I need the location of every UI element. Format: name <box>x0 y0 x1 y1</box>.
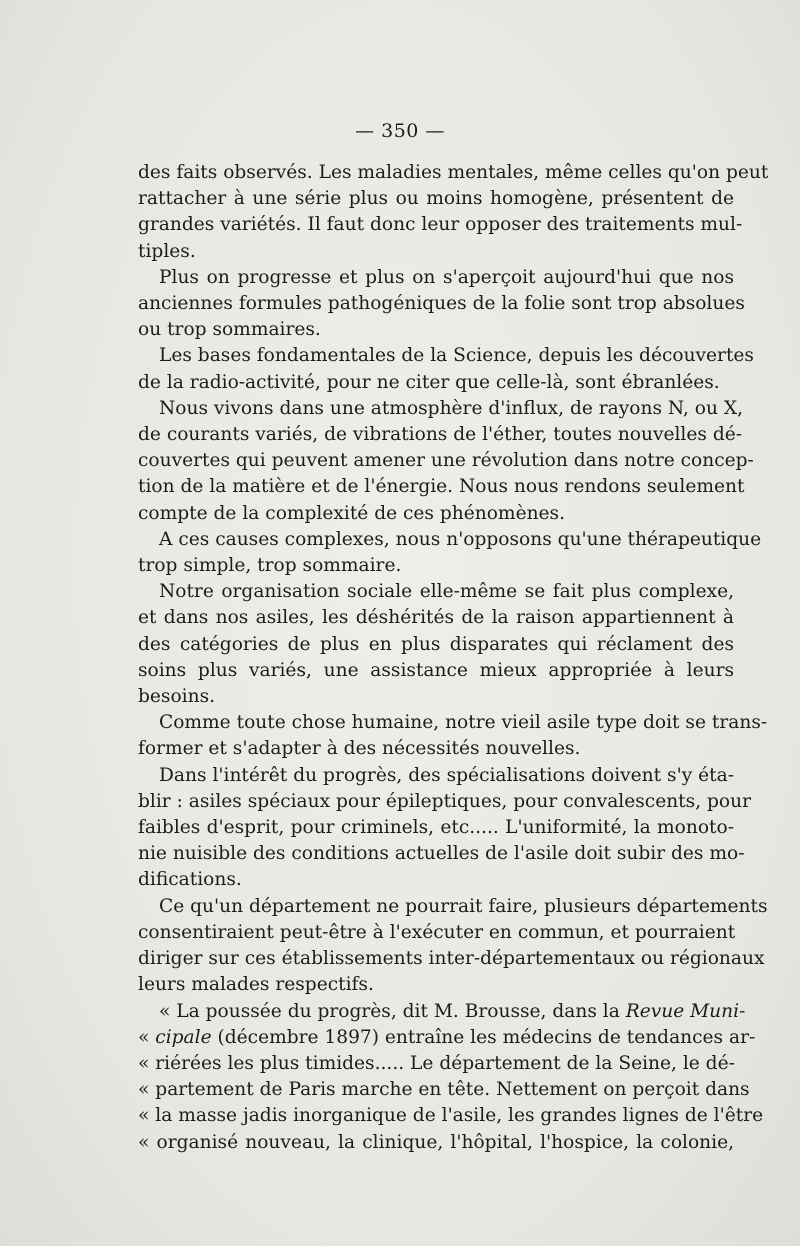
text-line: Notre organisation sociale elle-même se fait plus complexe, <box>159 581 734 603</box>
text-line: Comme toute chose humaine, notre vieil asile type doit se trans- <box>159 712 768 734</box>
text-line: A ces causes complexes, nous n'opposons qu'une thérapeutique <box>159 528 762 550</box>
journal-title: Revue Muni- <box>625 1000 746 1022</box>
text-line: soins plus variés, une assistance mieux appropriée à leurs <box>138 659 734 681</box>
body-text <box>138 160 769 1156</box>
text-line: tion de la matière et de l'énergie. Nous nous rendons seulement <box>138 476 745 498</box>
text-line: des faits observés. Les maladies mentales, même celles qu'on peut <box>138 162 769 183</box>
text-line: et dans nos asiles, les déshérités de la raison appartiennent à <box>138 607 734 629</box>
text-line: nie nuisible des conditions actuelles de l'asile doit subir des mo- <box>138 843 745 865</box>
text-line: « la masse jadis inorganique de l'asile, les grandes lignes de l'être <box>138 1105 764 1127</box>
text-line: de la radio-activité, pour ne citer que celle-là, sont ébranlées. <box>138 371 720 393</box>
text-line: ou trop sommaires. <box>138 319 321 341</box>
quote-mark: « <box>138 1026 156 1048</box>
text-line: besoins. <box>138 686 216 708</box>
text-line: des catégories de plus en plus disparates qui réclament des <box>138 633 734 655</box>
text-line: « organisé nouveau, la clinique, l'hôpital, l'hospice, la colonie, <box>138 1131 734 1153</box>
text-line: Plus on progresse et plus on s'aperçoit aujourd'hui que nos <box>159 266 734 288</box>
text-line: faibles d'esprit, pour criminels, etc..... L'uniformité, la monoto- <box>138 817 734 839</box>
text-line: « partement de Paris marche en tête. Nettement on perçoit dans <box>138 1079 750 1101</box>
text-line: former et s'adapter à des nécessités nouvelles. <box>138 738 581 760</box>
page-number: — 350 — <box>355 120 445 142</box>
text-line: de courants variés, de vibrations de l'éther, toutes nouvelles dé- <box>138 424 743 446</box>
text-line: couvertes qui peuvent amener une révolution dans notre concep- <box>138 450 754 472</box>
text-line: « riérées les plus timides..... Le département de la Seine, le dé- <box>138 1052 735 1074</box>
quote-text: (décembre 1897) entraîne les médecins de tendances ar- <box>211 1026 756 1048</box>
text-line: diriger sur ces établissements inter-départementaux ou régionaux <box>138 948 765 970</box>
text-line: Ce qu'un département ne pourrait faire, plusieurs départements <box>159 895 768 917</box>
text-line: compte de la complexité de ces phénomènes. <box>138 502 566 524</box>
text-line: Nous vivons dans une atmosphère d'influx, de rayons N, ou X, <box>159 397 744 419</box>
quotation <box>138 999 764 1156</box>
paragraph <box>138 710 768 762</box>
paragraph <box>138 579 734 710</box>
paragraph <box>138 527 762 579</box>
text-line: leurs malades respectifs. <box>138 974 374 996</box>
text-line: consentiraient peut-être à l'exécuter en commun, et pourraient <box>138 921 736 943</box>
paragraph <box>138 763 751 894</box>
quote-text: « La poussée du progrès, dit M. Brousse, dans la <box>159 1000 626 1022</box>
text-line: trop simple, trop sommaire. <box>138 555 402 577</box>
text-line: Les bases fondamentales de la Science, depuis les découvertes <box>159 345 754 367</box>
paragraph <box>138 343 754 395</box>
journal-title-continued: cipale <box>155 1026 212 1048</box>
text-line: rattacher à une série plus ou moins homogène, présentent de <box>138 188 734 210</box>
text-line: Dans l'intérêt du progrès, des spécialisations doivent s'y éta- <box>159 764 734 786</box>
paragraph <box>138 894 768 999</box>
text-line: anciennes formules pathogéniques de la folie sont trop absolues <box>138 293 745 315</box>
text-line: tiples. <box>138 240 196 262</box>
paragraph <box>138 160 769 265</box>
text-line <box>138 999 746 1025</box>
text-line: blir : asiles spéciaux pour épileptiques, pour convalescents, pour <box>138 790 751 812</box>
text-line: grandes variétés. Il faut donc leur opposer des traitements mul- <box>138 214 743 236</box>
text-line: difications. <box>138 869 242 891</box>
text-line <box>138 1025 756 1051</box>
paragraph <box>138 396 754 527</box>
paragraph <box>138 265 745 344</box>
